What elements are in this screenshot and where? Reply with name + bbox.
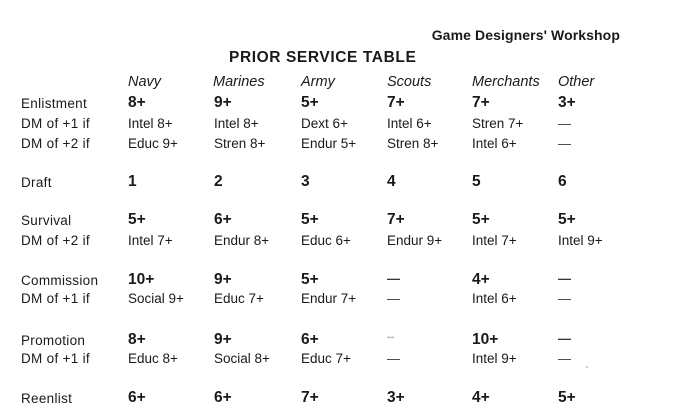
row-label: DM of +2 if bbox=[21, 233, 90, 248]
table-cell: 5+ bbox=[301, 211, 319, 228]
table-cell: — bbox=[558, 291, 571, 306]
table-cell: Educ 9+ bbox=[128, 136, 178, 151]
table-cell: Intel 9+ bbox=[472, 351, 517, 366]
row-label: DM of +1 if bbox=[21, 116, 90, 131]
table-cell: 2 bbox=[214, 173, 223, 190]
row-label: Promotion bbox=[21, 333, 86, 348]
row-label: DM of +1 if bbox=[21, 351, 90, 366]
table-cell: Intel 6+ bbox=[472, 291, 517, 306]
table-cell: Intel 6+ bbox=[472, 136, 517, 151]
row-label: DM of +1 if bbox=[21, 291, 90, 306]
table-cell: 5+ bbox=[128, 211, 146, 228]
table-cell: Intel 8+ bbox=[214, 116, 259, 131]
table-cell: 7+ bbox=[387, 94, 405, 111]
table-cell: Educ 7+ bbox=[301, 351, 351, 366]
table-cell: — bbox=[558, 351, 571, 366]
table-cell: Intel 7+ bbox=[472, 233, 517, 248]
table-cell: — bbox=[558, 116, 571, 131]
table-cell: Intel 8+ bbox=[128, 116, 173, 131]
table-cell: 5+ bbox=[472, 211, 490, 228]
table-cell: 6+ bbox=[214, 389, 232, 406]
table-cell: Educ 8+ bbox=[128, 351, 178, 366]
table-cell: Educ 7+ bbox=[214, 291, 264, 306]
table-cell: 7+ bbox=[387, 211, 405, 228]
table-cell: 7+ bbox=[472, 94, 490, 111]
table-cell: Endur 9+ bbox=[387, 233, 443, 248]
table-title: PRIOR SERVICE TABLE bbox=[229, 49, 417, 66]
table-cell: 4 bbox=[387, 173, 396, 190]
table-cell: 5+ bbox=[301, 94, 319, 111]
table-cell: 5 bbox=[472, 173, 481, 190]
table-cell: Intel 7+ bbox=[128, 233, 173, 248]
table-cell: 10+ bbox=[128, 271, 155, 288]
row-label: Draft bbox=[21, 175, 52, 190]
table-cell: 8+ bbox=[128, 331, 146, 348]
publisher-name: Game Designers' Workshop bbox=[431, 27, 620, 43]
table-cell: Intel 6+ bbox=[387, 116, 432, 131]
table-cell: 9+ bbox=[214, 271, 232, 288]
table-cell: 4+ bbox=[472, 271, 490, 288]
row-label: Commission bbox=[21, 273, 99, 288]
table-cell: Intel 9+ bbox=[558, 233, 603, 248]
column-header-navy: Navy bbox=[128, 74, 162, 90]
table-cell: Endur 8+ bbox=[214, 233, 270, 248]
row-label: Survival bbox=[21, 213, 72, 228]
column-header-marines: Marines bbox=[213, 74, 265, 90]
table-cell: Dext 6+ bbox=[301, 116, 348, 131]
table-cell: Educ 6+ bbox=[301, 233, 351, 248]
table-cell: Stren 8+ bbox=[387, 136, 439, 151]
table-cell: 9+ bbox=[214, 94, 232, 111]
table-cell: Social 8+ bbox=[214, 351, 270, 366]
table-cell: -- bbox=[387, 331, 395, 343]
scan-speck bbox=[586, 366, 588, 368]
table-cell: 10+ bbox=[472, 331, 499, 348]
table-cell: 9+ bbox=[214, 331, 232, 348]
table-cell: 6+ bbox=[214, 211, 232, 228]
table-cell: 3+ bbox=[387, 389, 405, 406]
column-header-merchants: Merchants bbox=[472, 74, 540, 90]
table-cell: 7+ bbox=[301, 389, 319, 406]
table-cell: — bbox=[558, 331, 571, 346]
table-cell: 3+ bbox=[558, 94, 576, 111]
column-header-other: Other bbox=[558, 74, 595, 90]
column-header-scouts: Scouts bbox=[387, 74, 432, 90]
row-label: DM of +2 if bbox=[21, 136, 90, 151]
table-cell: 3 bbox=[301, 173, 310, 190]
table-cell: 6+ bbox=[301, 331, 319, 348]
row-label: Reenlist bbox=[21, 391, 73, 406]
table-cell: Social 9+ bbox=[128, 291, 184, 306]
table-cell: 5+ bbox=[558, 389, 576, 406]
table-cell: 4+ bbox=[472, 389, 490, 406]
table-cell: — bbox=[387, 271, 400, 286]
table-cell: Stren 8+ bbox=[214, 136, 266, 151]
table-cell: 5+ bbox=[558, 211, 576, 228]
table-cell: — bbox=[387, 351, 400, 366]
table-cell: 8+ bbox=[128, 94, 146, 111]
table-cell: 6+ bbox=[128, 389, 146, 406]
table-cell: — bbox=[558, 271, 571, 286]
table-cell: 1 bbox=[128, 173, 137, 190]
table-cell: — bbox=[558, 136, 571, 151]
table-cell: 6 bbox=[558, 173, 567, 190]
column-header-army: Army bbox=[301, 74, 335, 90]
row-label: Enlistment bbox=[21, 96, 88, 111]
table-cell: Endur 5+ bbox=[301, 136, 357, 151]
table-cell: — bbox=[387, 291, 400, 306]
table-cell: Endur 7+ bbox=[301, 291, 357, 306]
table-cell: 5+ bbox=[301, 271, 319, 288]
table-cell: Stren 7+ bbox=[472, 116, 524, 131]
